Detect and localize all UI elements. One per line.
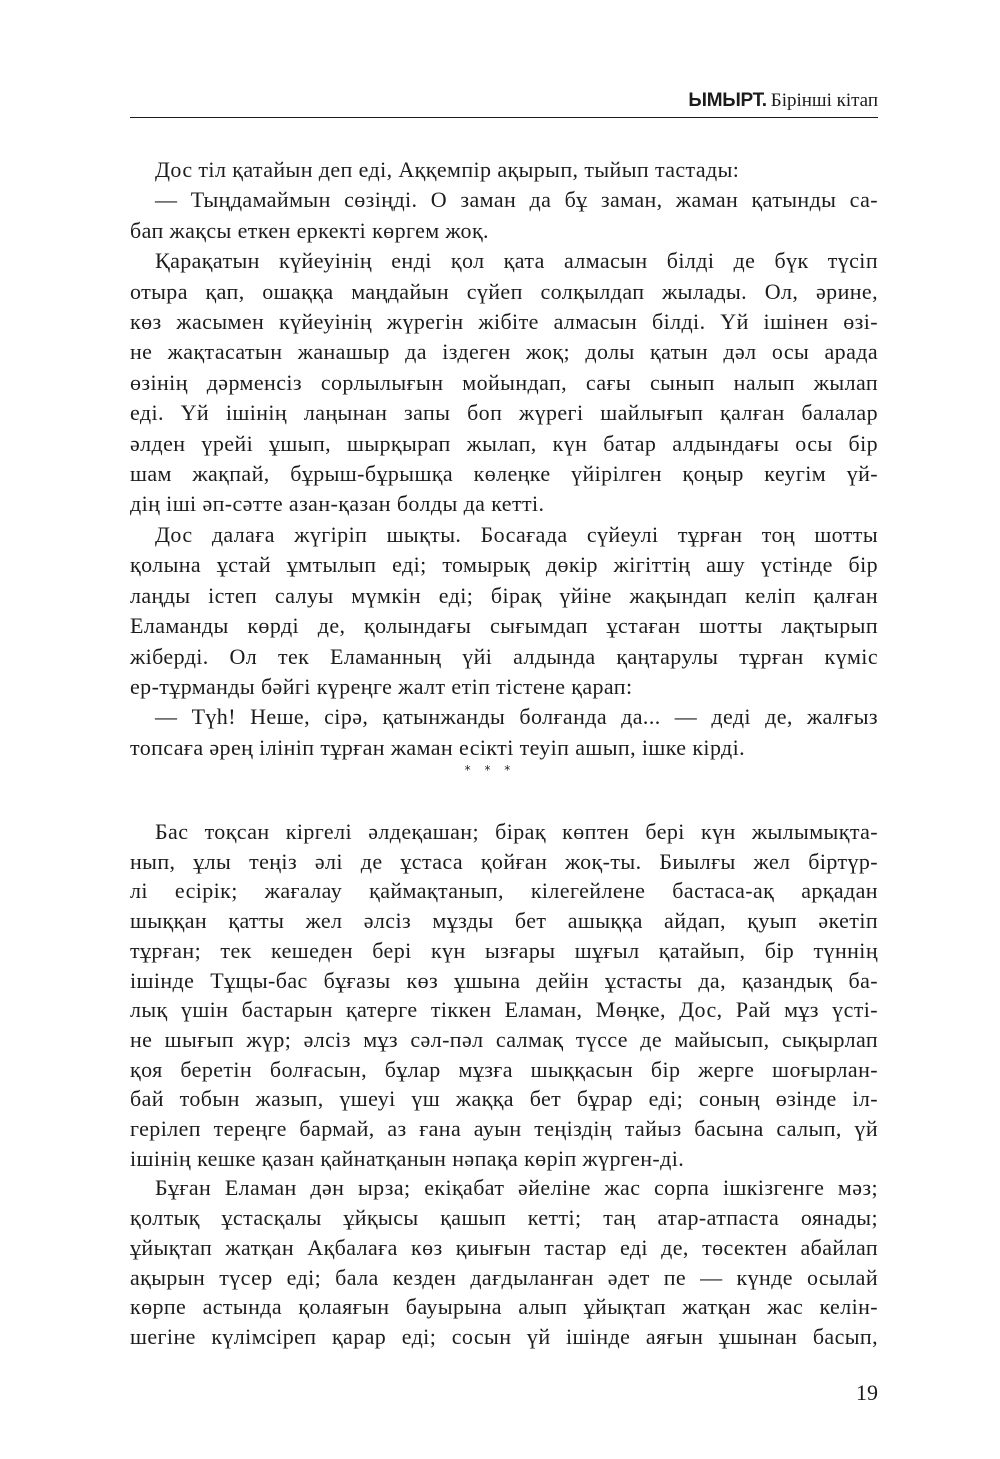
text-line: Бас тоқсан кіргелі әлдеқашан; бірақ көптен бері күн жылымықта- (155, 819, 878, 844)
text-line: жіберді. Ол тек Еламанның үйі алдында қаңтарулы тұрған күміс (130, 643, 878, 669)
text-line: — Тыңдамаймын сөзіңді. О заман да бұ заман, жаман қатынды са- (155, 187, 878, 213)
text-line: лық үшін бастарын қатерге тіккен Еламан, Мөңке, Дос, Рай мұз үсті- (130, 997, 878, 1023)
paragraph (130, 246, 878, 520)
text-line: ішінің кешке қазан қайнатқанын нәпақа көріп жүрген-ді. (130, 1145, 685, 1171)
text-line: өзінің дәрменсіз сорлылығын мойындап, сағы сынып налып жылап (130, 369, 878, 395)
text-line: ақырын түсер еді; бала кезден дағдыланған әдет пе — күнде осылай (130, 1264, 878, 1290)
text-line: отыра қап, ошаққа маңдайын сүйеп солқылдап жылады. Ол, әрине, (130, 278, 878, 304)
text-line: шегіне күлімсіреп қарар еді; сосын үй ішінде аяғын ұшынан басып, (130, 1323, 878, 1349)
text-section-1 (130, 155, 878, 763)
text-line: топсаға әрең ілініп тұрған жаман есікті теуіп ашып, ішке кірді. (130, 734, 746, 760)
text-line: Дос тіл қатайын деп еді, Аққемпір ақырып, тыйып тастады: (155, 157, 740, 182)
text-section-2 (130, 817, 878, 1352)
text-line: Бұған Еламан дән ырза; екіқабат әйеліне жас сорпа ішкізгенге мәз; (155, 1175, 878, 1201)
paragraph (130, 817, 878, 1173)
book-title: ЫМЫРТ. (688, 90, 767, 111)
text-line: герілеп тереңге бармай, аз ғана ауын теңіздің тайыз басына салып, үй (130, 1116, 878, 1142)
text-line: қолына ұстай ұмтылып еді; томырық дөкір жігіттің ашу үстінде бір (130, 552, 878, 578)
text-line: не шығып жүр; әлсіз мұз сәл-пәл салмақ түссе де майысып, сықырлап (130, 1026, 878, 1052)
text-line: қоя беретін болғасын, бұлар мұзға шыққасын бір жерге шоғырлан- (130, 1056, 878, 1082)
text-line: дің іші әп-сәтте азан-қазан болды да кетті. (130, 491, 545, 517)
section-separator: * * * (464, 763, 516, 777)
text-line: көрпе астында қолаяғын бауырына алып ұйықтап жатқан жас келін- (130, 1294, 878, 1320)
text-line: не жақтасатын жанашыр да іздеген жоқ; долы қатын дәл осы арада (130, 339, 878, 365)
text-line: Қарақатын күйеуінің енді қол қата алмасын білді де бүк түсіп (155, 248, 878, 274)
paragraph (130, 702, 878, 763)
paragraph (130, 520, 878, 702)
text-line: лаңды істеп салуы мүмкін еді; бірақ үйіне жақындап келіп қалған (130, 582, 878, 608)
header-rule (130, 117, 878, 118)
text-line: Дос далаға жүгіріп шықты. Босағада сүйеулі тұрған тоң шотты (155, 521, 878, 547)
text-line: нып, ұлы теңіз әлі де ұстаса қойған жоқ-ты. Биылғы жел біртүр- (130, 848, 878, 874)
text-line: лі есірік; жағалау қаймақтанып, кілегейлене бастаса-ақ арқадан (130, 878, 878, 904)
text-line: еді. Үй ішінің лаңынан запы боп жүрегі шайлығып қалған балалар (130, 400, 878, 426)
text-line: Еламанды көрді де, қолындағы сығымдап ұстаған шотты лақтырып (130, 613, 878, 639)
book-part: Бірінші кітап (770, 90, 878, 111)
text-line: шыққан қатты жел әлсіз мұзды бет ашыққа айдап, қуып әкетіп (130, 908, 878, 934)
paragraph (130, 155, 878, 185)
text-line: бай тобын жазып, үшеуі үш жаққа бет бұрар еді; соның өзінде іл- (130, 1086, 878, 1112)
page-number: 19 (856, 1380, 878, 1405)
text-line: қолтық ұстасқалы ұйқысы қашып кетті; таң атар-атпаста оянады; (130, 1205, 878, 1231)
text-line: ішінде Тұщы-бас бұғазы көз ұшына дейін ұстасты да, қазандық ба- (130, 967, 878, 993)
text-line: әлден үрейі ұшып, шырқырап жылап, күн батар алдындағы осы бір (130, 430, 878, 456)
paragraph (130, 1173, 878, 1351)
text-line: бап жақсы еткен еркекті көргем жоқ. (130, 217, 489, 243)
running-head (688, 88, 878, 114)
text-line: көз жасымен күйеуінің жүрегін жібіте алмасын білді. Үй ішінен өзі- (130, 309, 878, 335)
paragraph (130, 185, 878, 246)
text-line: шам жақпай, бұрыш-бұрышқа көлеңке үйірілген қоңыр кеугім үй- (130, 461, 878, 487)
text-line: ер-тұрманды бәйгі күреңге жалт етіп тістене қарап: (130, 673, 633, 699)
text-line: ұйықтап жатқан Ақбалаға көз қиығын тастар еді де, төсектен абайлап (130, 1234, 878, 1260)
text-line: — Түһ! Неше, сірә, қатынжанды болғанда да... — деді де, жалғыз (155, 704, 878, 730)
text-line: тұрған; тек кешеден бері күн ызғары шұғыл қатайып, бір түннің (130, 937, 878, 963)
